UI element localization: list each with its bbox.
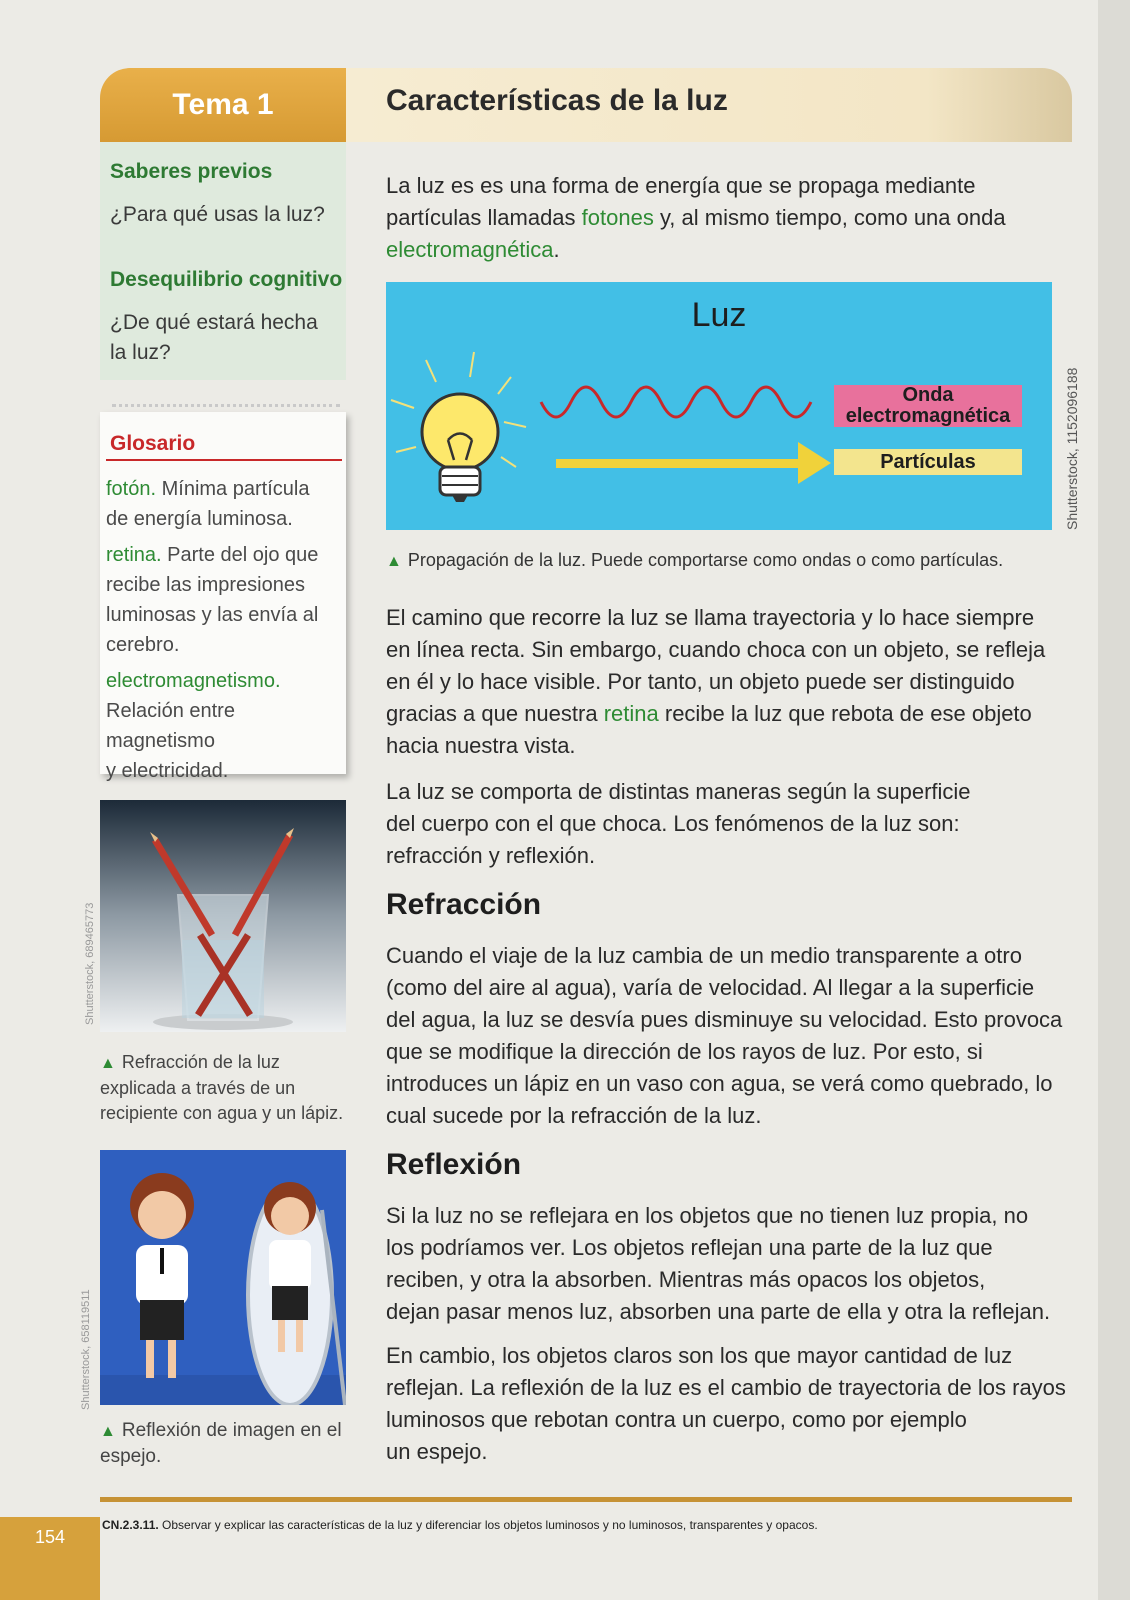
reflexion-caption: ▲ Reflexión de imagen en el espejo.	[100, 1420, 342, 1467]
refraccion-heading: Refracción	[386, 888, 542, 921]
diagram-title: Luz	[691, 296, 747, 334]
tema-tab	[100, 68, 346, 142]
page-edge	[1098, 0, 1130, 1600]
desequilibrio-question: ¿De qué estará hecha la luz?	[110, 311, 318, 364]
tema-label: Tema 1	[172, 88, 274, 121]
page-number-box	[0, 1517, 100, 1600]
reflexion-heading: Reflexión	[386, 1148, 522, 1181]
saberes-heading: Saberes previos	[110, 160, 273, 183]
glosario-entries	[106, 474, 346, 786]
caption-triangle-icon: ▲	[100, 1423, 116, 1440]
reflexion-paragraph-1: Si la luz no se reflejara en los objetos que no tienen luz propia, no los podríamos ver. Los objetos reflejan una parte de la luz que reciben, y otra la absorben. Mientras más opacos los objetos, dejan pasar menos luz, absorben una parte de ella y otra la reflejan.	[386, 1203, 1051, 1324]
glosario-entry-retina: retina. Parte del ojo que recibe las impresiones luminosas y las envía al cerebro.	[106, 544, 319, 656]
curriculum-standard: CN.2.3.11. Observar y explicar las características de la luz y diferenciar los objetos luminosos y no luminosos, transparentes y opacos.	[102, 1518, 818, 1532]
page-title: Características de la luz	[386, 84, 728, 117]
spiral-binding	[112, 404, 340, 419]
refraccion-caption: ▲ Refracción de la luz explicada a través de un recipiente con agua y un lápiz.	[100, 1052, 344, 1123]
fenomenos-paragraph: La luz se comporta de distintas maneras según la superficie del cuerpo con el que choca. Los fenómenos de la luz son: refracción y reflexión.	[386, 779, 971, 868]
reflexion-photo	[100, 1150, 346, 1405]
caption-triangle-icon: ▲	[100, 1055, 116, 1072]
onda-label: Onda electromagnética	[834, 385, 1022, 427]
caption-triangle-icon: ▲	[386, 553, 402, 570]
particulas-label: Partículas	[834, 449, 1022, 475]
page-number: 154	[34, 1527, 66, 1547]
glosario-entry-foton: fotón. Mínima partícula de energía luminosa.	[106, 478, 310, 530]
diagram-credit: Shutterstock, 1152096188	[1064, 367, 1080, 530]
glosario-divider	[106, 459, 342, 461]
reflexion-paragraph-2: En cambio, los objetos claros son los que mayor cantidad de luz reflejan. La reflexión de la luz es el cambio de trayectoria de los rayos luminosos que rebotan contra un cuerpo, como por ejemplo un espejo.	[386, 1343, 1066, 1464]
luz-diagram	[386, 282, 1052, 530]
refraccion-paragraph: Cuando el viaje de la luz cambia de un medio transparente a otro (como del aire al agua), varía de velocidad. Al llegar a la superficie del agua, la luz se desvía pues disminuye su velocidad. Esto provoca que se modifique la dirección de los rayos de luz. Por esto, si introduces un lápiz en un vaso con agua, se verá como quebrado, lo cual sucede por la refracción de la luz.	[386, 943, 1063, 1128]
glosario-title: Glosario	[110, 432, 196, 455]
reflexion-credit: Shutterstock, 658119511	[80, 1289, 92, 1410]
desequilibrio-heading: Desequilibrio cognitivo	[110, 268, 343, 291]
saberes-question: ¿Para qué usas la luz?	[110, 203, 325, 226]
trayectoria-paragraph: El camino que recorre la luz se llama trayectoria y lo hace siempre en línea recta. Sin embargo, cuando choca con un objeto, se refleja en él y lo hace visible. Por tanto, un objeto puede ser distinguido gracias a que nuestra retina recibe la luz que rebota de ese objeto hacia nuestra vista.	[386, 605, 1046, 758]
footer-rule	[100, 1497, 1072, 1502]
diagram-caption: ▲ Propagación de la luz. Puede comportarse como ondas o como partículas.	[386, 550, 1004, 570]
intro-paragraph: La luz es es una forma de energía que se propaga mediante partículas llamadas fotones y, al mismo tiempo, como una onda electromagnética.	[386, 173, 1006, 262]
glosario-entry-electromagnetismo: electromagnetismo. Relación entre magnetismo y electricidad.	[106, 670, 281, 782]
refraccion-photo	[100, 800, 346, 1032]
refraccion-credit: Shutterstock, 689465773	[84, 902, 96, 1025]
